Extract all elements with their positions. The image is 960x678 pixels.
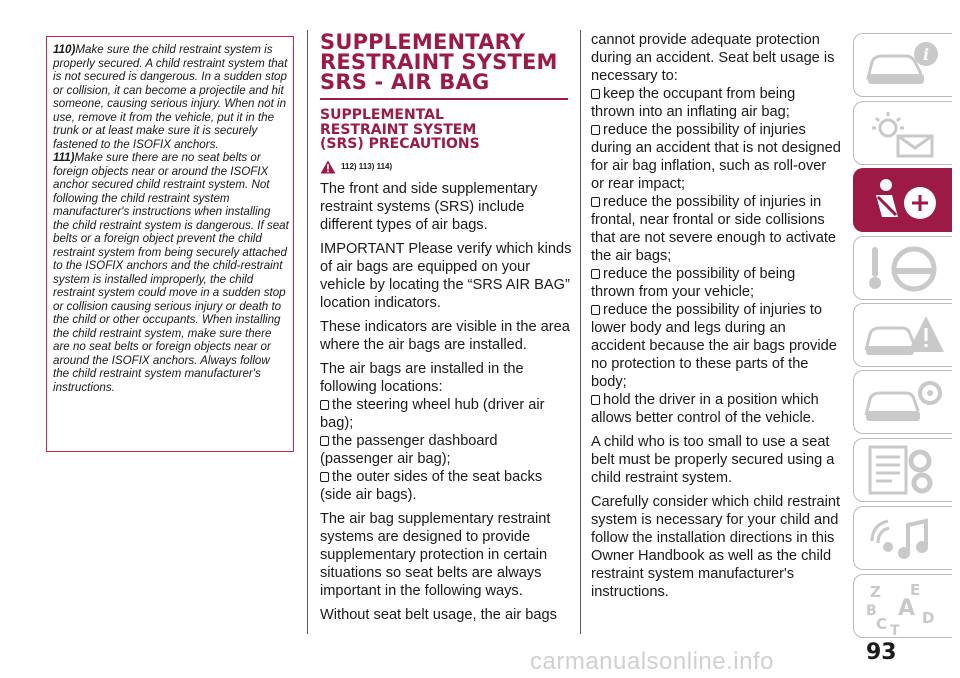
tab-starting-driving[interactable] — [853, 236, 952, 300]
tab-technical-specifications[interactable] — [853, 438, 952, 502]
car-info-icon — [862, 38, 946, 94]
right-column — [591, 31, 841, 607]
warnings-box — [46, 36, 294, 452]
paragraph: Carefully consider which child restraint system is necessary for your child and follow the installation directions in this Owner Handbook as well as the child restraint system manufacturer's instructions. — [591, 494, 841, 600]
checkbox-bullet-icon — [591, 269, 600, 279]
warning-lights-icon — [862, 106, 946, 162]
index-letter: E — [910, 581, 921, 599]
checkbox-bullet-icon — [591, 197, 600, 207]
column-divider-right — [580, 30, 581, 634]
section-title: SUPPLEMENTARY RESTRAINT SYSTEM SRS - AIR BAG — [320, 30, 558, 94]
tab-safety[interactable] — [853, 168, 952, 232]
paragraph: The air bags are installed in the following locations: — [320, 360, 524, 395]
tab-warning-lights[interactable] — [853, 101, 952, 165]
tab-multimedia[interactable] — [853, 506, 952, 570]
checkbox-bullet-icon — [591, 125, 600, 135]
checkbox-bullet-icon — [320, 400, 329, 410]
index-letter: D — [922, 609, 935, 627]
seatbelt-airbag-icon — [862, 173, 946, 229]
emergency-car-icon — [862, 308, 946, 364]
paragraph: Without seat belt usage, the air bags — [320, 606, 557, 623]
paragraph: cannot provide adequate protection during an accident. Seat belt usage is necessary to: — [591, 32, 835, 84]
index-letter: B — [866, 603, 877, 619]
list-item: reduce the possibility of injuries to lower body and legs during an accident because the air bags provide no protection to these parts of the body; — [591, 302, 837, 390]
checkbox-bullet-icon — [591, 89, 600, 99]
warning-110: 110)Make sure the child restraint system is properly secured. A child restraint system that is not secured is dangerous. In a sudden stop or collision, it can become a projectile and hit someone, causing serious injury. When not in use, remove it from the vehicle, put it in the trunk or at least make sure it is securely fastened to the ISOFIX anchors. — [53, 43, 288, 151]
list-item: the passenger dashboard (passenger air bag); — [320, 432, 498, 467]
paragraph: The air bag supplementary restraint systems are designed to provide supplementary protection in certain situations so seat belts are always important in the following ways. — [320, 510, 551, 599]
tab-index[interactable] — [853, 574, 952, 638]
warning-ref-numbers: 112) 113) 114) — [341, 162, 393, 171]
list-item: the outer sides of the seat backs (side air bags). — [320, 468, 543, 503]
page-number: 93 — [866, 640, 897, 665]
specifications-icon — [862, 443, 946, 499]
warning-111: 111)Make sure there are no seat belts or foreign objects near or around the ISOFIX anchor secured child restraint system. Not following the child restraint system manufacturer's instructions when installing the child restraint system is dangerous. If seat belts or a foreign object prevent the child restraint system from being securely attached to the ISOFIX anchors and the child-restraint system is installed improperly, the child restraint system could move in a sudden stop or collision causing serious injury or death to the child or other occupants. When installing the child restraint system, make sure there are no seat belts or foreign objects near or around the ISOFIX anchors. Always follow the child restraint system manufacturer's instructions. — [53, 151, 289, 394]
watermark: carmanualsonline.info — [530, 648, 774, 675]
warning-triangle-icon — [320, 160, 336, 174]
subsection-title: SUPPLEMENTAL RESTRAINT SYSTEM (SRS) PRECAUTIONS — [320, 107, 480, 152]
tab-servicing-and-care[interactable] — [853, 370, 952, 434]
list-item: hold the driver in a position which allows better control of the vehicle. — [591, 392, 819, 426]
paragraph: A child who is too small to use a seat belt must be properly secured using a child restraint system. — [591, 434, 835, 486]
list-item: reduce the possibility of injuries in frontal, near frontal or side collisions that are not severe enough to activate the air bags; — [591, 194, 837, 264]
paragraph: IMPORTANT Please verify which kinds of air bags are equipped on your vehicle by locating the “SRS AIR BAG” location indicators. — [320, 240, 572, 311]
index-letter: A — [898, 596, 916, 621]
tab-in-an-emergency[interactable] — [853, 303, 952, 367]
steering-wheel-icon — [862, 241, 946, 297]
list-item: the steering wheel hub (driver air bag); — [320, 396, 545, 431]
checkbox-bullet-icon — [591, 395, 600, 405]
checkbox-bullet-icon — [320, 436, 329, 446]
main-column — [320, 32, 572, 630]
index-letter: Z — [870, 583, 881, 601]
index-letter: T — [890, 623, 900, 635]
list-item: reduce the possibility of being thrown from your vehicle; — [591, 266, 796, 300]
column-divider-left — [307, 30, 308, 634]
tab-getting-to-know-car[interactable] — [853, 33, 952, 97]
car-maintenance-icon — [862, 375, 946, 431]
alphabetical-index-icon — [862, 579, 946, 635]
index-letter: C — [876, 615, 888, 633]
checkbox-bullet-icon — [320, 472, 329, 482]
paragraph: The front and side supplementary restraint systems (SRS) include different types of air bags. — [320, 180, 538, 233]
list-item: reduce the possibility of injuries during an accident that is not designed for air bag inflation, such as roll-over or rear impact; — [591, 122, 841, 192]
title-underline — [320, 98, 568, 100]
warning-reference — [320, 160, 572, 174]
svg-text:i: i — [923, 45, 930, 64]
paragraph: These indicators are visible in the area where the air bags are installed. — [320, 318, 570, 353]
multimedia-icon — [862, 511, 946, 567]
list-item: keep the occupant from being thrown into an inflating air bag; — [591, 86, 796, 120]
checkbox-bullet-icon — [591, 305, 600, 315]
